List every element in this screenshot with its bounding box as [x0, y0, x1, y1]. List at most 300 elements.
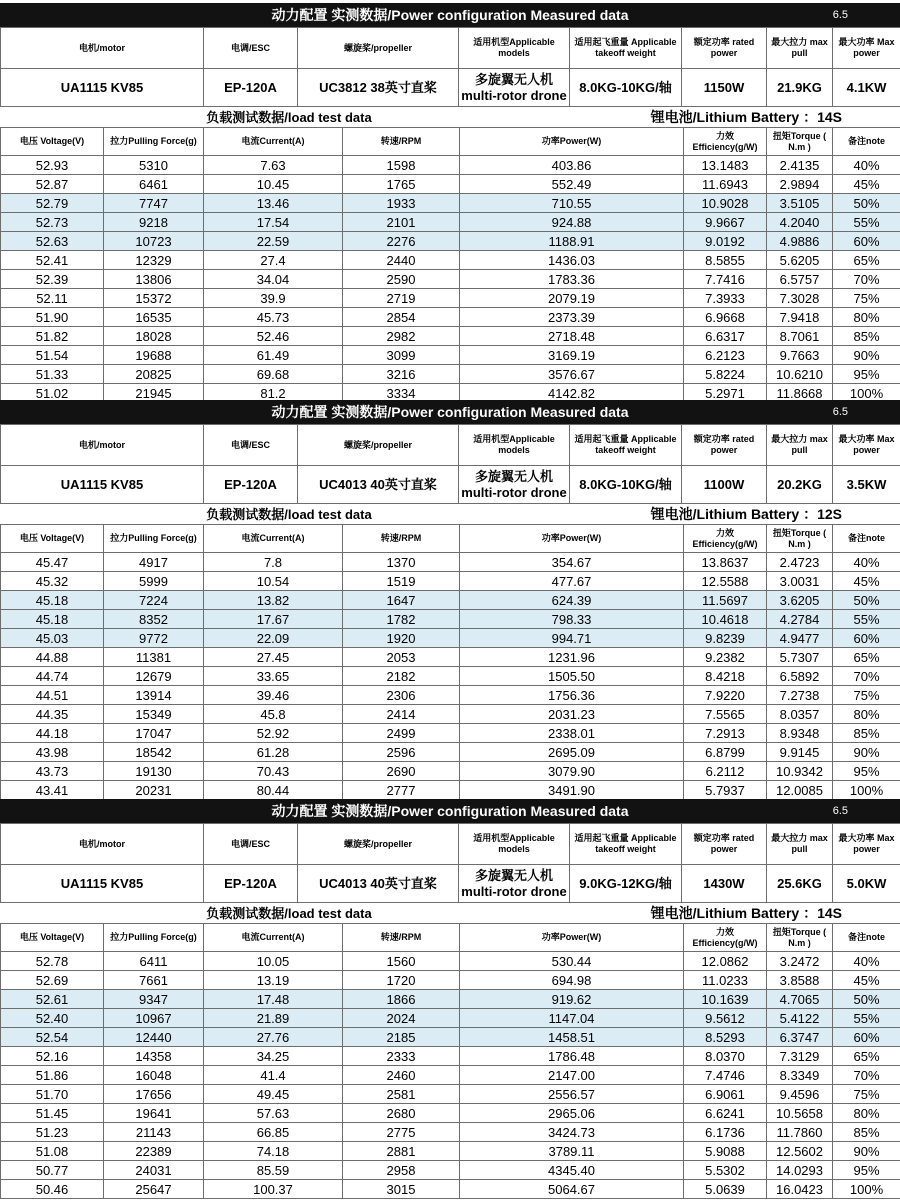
table-cell: 5.7307: [767, 648, 833, 667]
table-cell: 2854: [343, 308, 460, 327]
table-cell: 61.49: [204, 346, 343, 365]
table-cell: 27.76: [204, 1028, 343, 1047]
table-cell: 45.32: [1, 572, 104, 591]
table-row: [1, 232, 900, 251]
table-row: [1, 1142, 900, 1161]
esc-header: 电调/ESC: [204, 28, 298, 69]
table-cell: 19688: [104, 346, 204, 365]
table-cell: 9772: [104, 629, 204, 648]
table-cell: 51.02: [1, 384, 104, 403]
section-title-band: [0, 799, 900, 823]
config-table: [0, 823, 900, 903]
table-cell: 7.4746: [684, 1066, 767, 1085]
efficiency-header: 力效 Efficiency(g/W): [684, 924, 767, 952]
table-cell: 2965.06: [460, 1104, 684, 1123]
torque-header: 扭矩Torque ( N.m ): [767, 525, 833, 553]
table-cell: 95%: [833, 365, 900, 384]
table-cell: 11.5697: [684, 591, 767, 610]
table-row: [1, 213, 900, 232]
table-cell: 52.54: [1, 1028, 104, 1047]
table-cell: 8.5855: [684, 251, 767, 270]
table-cell: 50%: [833, 194, 900, 213]
table-cell: 74.18: [204, 1142, 343, 1161]
table-cell: 919.62: [460, 990, 684, 1009]
table-cell: 80.44: [204, 781, 343, 800]
table-cell: 7.7416: [684, 270, 767, 289]
load-test-table: [0, 524, 900, 800]
table-cell: 6461: [104, 175, 204, 194]
table-row: [1, 724, 900, 743]
table-cell: 44.88: [1, 648, 104, 667]
table-row: [1, 572, 900, 591]
table-cell: 51.54: [1, 346, 104, 365]
table-cell: 13.19: [204, 971, 343, 990]
table-cell: 45.8: [204, 705, 343, 724]
table-cell: 57.63: [204, 1104, 343, 1123]
table-cell: 7.2913: [684, 724, 767, 743]
table-cell: 9218: [104, 213, 204, 232]
table-cell: 552.49: [460, 175, 684, 194]
propeller-header: 螺旋桨/propeller: [298, 425, 459, 466]
table-cell: 3169.19: [460, 346, 684, 365]
table-cell: 13806: [104, 270, 204, 289]
table-cell: 17.54: [204, 213, 343, 232]
table-cell: 6.9061: [684, 1085, 767, 1104]
table-cell: 5064.67: [460, 1180, 684, 1199]
table-cell: 4.9886: [767, 232, 833, 251]
table-cell: 51.08: [1, 1142, 104, 1161]
table-cell: 10.4618: [684, 610, 767, 629]
table-cell: 1598: [343, 156, 460, 175]
table-cell: 6.1736: [684, 1123, 767, 1142]
table-cell: 65%: [833, 1047, 900, 1066]
table-cell: 5.5302: [684, 1161, 767, 1180]
motor-value: UA1115 KV85: [1, 466, 204, 504]
note-header: 备注note: [833, 924, 900, 952]
table-row: [1, 781, 900, 800]
table-cell: 75%: [833, 1085, 900, 1104]
table-cell: 7.9220: [684, 686, 767, 705]
table-cell: 45.73: [204, 308, 343, 327]
efficiency-header: 力效 Efficiency(g/W): [684, 525, 767, 553]
table-cell: 52.69: [1, 971, 104, 990]
table-row: [1, 251, 900, 270]
table-cell: 1920: [343, 629, 460, 648]
table-cell: 75%: [833, 686, 900, 705]
table-row: [1, 270, 900, 289]
config-table: [0, 424, 900, 504]
table-cell: 12.0862: [684, 952, 767, 971]
table-cell: 7.63: [204, 156, 343, 175]
table-cell: 10.05: [204, 952, 343, 971]
table-cell: 1720: [343, 971, 460, 990]
weight-header: 适用起飞重量 Applicable takeoff weight: [570, 824, 682, 865]
table-cell: 10.54: [204, 572, 343, 591]
table-cell: 9.0192: [684, 232, 767, 251]
table-cell: 10723: [104, 232, 204, 251]
table-cell: 1436.03: [460, 251, 684, 270]
torque-header: 扭矩Torque ( N.m ): [767, 128, 833, 156]
table-cell: 3.8588: [767, 971, 833, 990]
max-power-header: 最大功率 Max power: [833, 28, 900, 69]
table-cell: 52.63: [1, 232, 104, 251]
table-cell: 27.45: [204, 648, 343, 667]
current-header: 电流Current(A): [204, 128, 343, 156]
table-cell: 12329: [104, 251, 204, 270]
table-cell: 1783.36: [460, 270, 684, 289]
load-test-label: 负载测试数据/load test data: [206, 906, 372, 921]
table-cell: 51.70: [1, 1085, 104, 1104]
table-cell: 12.0085: [767, 781, 833, 800]
esc-header: 电调/ESC: [204, 824, 298, 865]
table-cell: 9.9667: [684, 213, 767, 232]
table-cell: 9.2382: [684, 648, 767, 667]
battery-label: 锂电池/Lithium Battery ：12S: [650, 505, 842, 522]
table-cell: 43.98: [1, 743, 104, 762]
table-cell: 52.93: [1, 156, 104, 175]
table-row: [1, 553, 900, 572]
table-cell: 17.67: [204, 610, 343, 629]
table-cell: 6.6241: [684, 1104, 767, 1123]
table-row: [1, 156, 900, 175]
table-cell: 3216: [343, 365, 460, 384]
table-cell: 85.59: [204, 1161, 343, 1180]
table-cell: 1866: [343, 990, 460, 1009]
power-header: 功率Power(W): [460, 924, 684, 952]
note-header: 备注note: [833, 128, 900, 156]
max-pull-header: 最大拉力 max pull: [767, 425, 833, 466]
table-cell: 924.88: [460, 213, 684, 232]
table-cell: 624.39: [460, 591, 684, 610]
table-cell: 2.4723: [767, 553, 833, 572]
rpm-header: 转速/RPM: [343, 128, 460, 156]
table-cell: 19130: [104, 762, 204, 781]
table-cell: 1458.51: [460, 1028, 684, 1047]
max-pull-header: 最大拉力 max pull: [767, 28, 833, 69]
table-cell: 1647: [343, 591, 460, 610]
table-cell: 4345.40: [460, 1161, 684, 1180]
table-row: [1, 1161, 900, 1180]
table-cell: 9347: [104, 990, 204, 1009]
table-cell: 81.2: [204, 384, 343, 403]
table-cell: 2147.00: [460, 1066, 684, 1085]
battery-label: 锂电池/Lithium Battery ：14S: [650, 904, 842, 921]
table-cell: 52.40: [1, 1009, 104, 1028]
table-cell: 8.3349: [767, 1066, 833, 1085]
motor-header: 电机/motor: [1, 425, 204, 466]
section-title: 动力配置 实测数据/Power configuration Measured data: [271, 803, 629, 819]
table-cell: 3491.90: [460, 781, 684, 800]
weight-value: 8.0KG-10KG/轴: [570, 466, 682, 504]
table-row: [1, 1066, 900, 1085]
table-cell: 100%: [833, 384, 900, 403]
table-cell: 55%: [833, 1009, 900, 1028]
table-cell: 15349: [104, 705, 204, 724]
table-row: [1, 1047, 900, 1066]
table-row: [1, 591, 900, 610]
table-cell: 95%: [833, 1161, 900, 1180]
motor-value: UA1115 KV85: [1, 865, 204, 903]
models-value: 多旋翼无人机 multi-rotor drone: [459, 865, 570, 903]
table-cell: 798.33: [460, 610, 684, 629]
table-cell: 1147.04: [460, 1009, 684, 1028]
table-cell: 3789.11: [460, 1142, 684, 1161]
table-cell: 2440: [343, 251, 460, 270]
table-cell: 403.86: [460, 156, 684, 175]
table-cell: 55%: [833, 213, 900, 232]
propeller-value: UC4013 40英寸直桨: [298, 865, 459, 903]
current-header: 电流Current(A): [204, 924, 343, 952]
table-cell: 2053: [343, 648, 460, 667]
table-row: [1, 365, 900, 384]
table-cell: 52.73: [1, 213, 104, 232]
table-cell: 45.18: [1, 591, 104, 610]
table-cell: 13.1483: [684, 156, 767, 175]
table-row: [1, 743, 900, 762]
models-value: 多旋翼无人机 multi-rotor drone: [459, 466, 570, 504]
weight-value: 9.0KG-12KG/轴: [570, 865, 682, 903]
table-cell: 41.4: [204, 1066, 343, 1085]
table-cell: 17.48: [204, 990, 343, 1009]
table-row: [1, 705, 900, 724]
table-cell: 40%: [833, 952, 900, 971]
table-cell: 70%: [833, 270, 900, 289]
table-cell: 7.8: [204, 553, 343, 572]
esc-header: 电调/ESC: [204, 425, 298, 466]
table-cell: 2581: [343, 1085, 460, 1104]
table-cell: 530.44: [460, 952, 684, 971]
table-row: [1, 1009, 900, 1028]
table-cell: 52.61: [1, 990, 104, 1009]
table-cell: 2775: [343, 1123, 460, 1142]
table-cell: 1519: [343, 572, 460, 591]
max-power-value: 4.1KW: [833, 69, 900, 107]
table-cell: 100%: [833, 1180, 900, 1199]
table-cell: 85%: [833, 327, 900, 346]
table-cell: 13.8637: [684, 553, 767, 572]
load-test-table: [0, 127, 900, 403]
table-row: [1, 308, 900, 327]
table-cell: 10.9342: [767, 762, 833, 781]
table-cell: 10967: [104, 1009, 204, 1028]
note-header: 备注note: [833, 525, 900, 553]
table-cell: 65%: [833, 251, 900, 270]
table-cell: 6.2112: [684, 762, 767, 781]
table-cell: 12440: [104, 1028, 204, 1047]
table-cell: 16.0423: [767, 1180, 833, 1199]
table-row: [1, 629, 900, 648]
table-cell: 3424.73: [460, 1123, 684, 1142]
table-row: [1, 990, 900, 1009]
table-cell: 17047: [104, 724, 204, 743]
table-cell: 2101: [343, 213, 460, 232]
table-cell: 51.23: [1, 1123, 104, 1142]
table-cell: 2185: [343, 1028, 460, 1047]
voltage-header: 电压 Voltage(V): [1, 924, 104, 952]
weight-header: 适用起飞重量 Applicable takeoff weight: [570, 28, 682, 69]
table-cell: 21143: [104, 1123, 204, 1142]
table-cell: 27.4: [204, 251, 343, 270]
table-row: [1, 648, 900, 667]
table-cell: 5310: [104, 156, 204, 175]
table-cell: 16048: [104, 1066, 204, 1085]
table-cell: 52.78: [1, 952, 104, 971]
table-cell: 45%: [833, 175, 900, 194]
table-cell: 694.98: [460, 971, 684, 990]
table-cell: 12.5588: [684, 572, 767, 591]
pulling-force-header: 拉力Pulling Force(g): [104, 924, 204, 952]
table-cell: 2.4135: [767, 156, 833, 175]
weight-value: 8.0KG-10KG/轴: [570, 69, 682, 107]
table-cell: 8.4218: [684, 667, 767, 686]
table-cell: 7.3129: [767, 1047, 833, 1066]
table-cell: 3334: [343, 384, 460, 403]
table-cell: 85%: [833, 724, 900, 743]
rated-power-value: 1430W: [682, 865, 767, 903]
table-cell: 7.3933: [684, 289, 767, 308]
table-cell: 3.5105: [767, 194, 833, 213]
table-cell: 60%: [833, 629, 900, 648]
table-cell: 21945: [104, 384, 204, 403]
table-cell: 13.46: [204, 194, 343, 213]
weight-header: 适用起飞重量 Applicable takeoff weight: [570, 425, 682, 466]
table-cell: 354.67: [460, 553, 684, 572]
rpm-header: 转速/RPM: [343, 924, 460, 952]
table-cell: 994.71: [460, 629, 684, 648]
table-cell: 70%: [833, 667, 900, 686]
table-cell: 60%: [833, 1028, 900, 1047]
rated-power-value: 1100W: [682, 466, 767, 504]
table-cell: 44.51: [1, 686, 104, 705]
rated-power-value: 1150W: [682, 69, 767, 107]
table-cell: 2276: [343, 232, 460, 251]
table-cell: 90%: [833, 1142, 900, 1161]
table-cell: 3.6205: [767, 591, 833, 610]
table-cell: 8.5293: [684, 1028, 767, 1047]
table-cell: 43.73: [1, 762, 104, 781]
table-cell: 710.55: [460, 194, 684, 213]
table-cell: 13914: [104, 686, 204, 705]
table-cell: 55%: [833, 610, 900, 629]
table-cell: 49.45: [204, 1085, 343, 1104]
table-cell: 51.86: [1, 1066, 104, 1085]
max-pull-value: 21.9KG: [767, 69, 833, 107]
table-cell: 4917: [104, 553, 204, 572]
table-cell: 50.46: [1, 1180, 104, 1199]
table-cell: 34.25: [204, 1047, 343, 1066]
table-cell: 1231.96: [460, 648, 684, 667]
table-cell: 5.7937: [684, 781, 767, 800]
table-cell: 100.37: [204, 1180, 343, 1199]
table-row: [1, 1104, 900, 1123]
pulling-force-header: 拉力Pulling Force(g): [104, 525, 204, 553]
section-title-band: [0, 3, 900, 27]
table-cell: 10.6210: [767, 365, 833, 384]
table-cell: 1782: [343, 610, 460, 629]
table-cell: 52.92: [204, 724, 343, 743]
table-cell: 2695.09: [460, 743, 684, 762]
table-cell: 44.18: [1, 724, 104, 743]
table-cell: 18028: [104, 327, 204, 346]
table-cell: 3.2472: [767, 952, 833, 971]
propeller-header: 螺旋桨/propeller: [298, 28, 459, 69]
table-cell: 24031: [104, 1161, 204, 1180]
table-cell: 1933: [343, 194, 460, 213]
table-cell: 11.0233: [684, 971, 767, 990]
table-cell: 75%: [833, 289, 900, 308]
table-cell: 7661: [104, 971, 204, 990]
table-cell: 8.9348: [767, 724, 833, 743]
config-table: [0, 27, 900, 107]
table-cell: 2718.48: [460, 327, 684, 346]
version-label: 6.5: [832, 9, 848, 21]
table-cell: 17656: [104, 1085, 204, 1104]
table-cell: 1786.48: [460, 1047, 684, 1066]
table-cell: 45%: [833, 971, 900, 990]
table-cell: 7224: [104, 591, 204, 610]
table-cell: 50.77: [1, 1161, 104, 1180]
table-cell: 40%: [833, 156, 900, 175]
table-cell: 2333: [343, 1047, 460, 1066]
table-cell: 65%: [833, 648, 900, 667]
table-cell: 6.3747: [767, 1028, 833, 1047]
table-cell: 52.41: [1, 251, 104, 270]
table-cell: 50%: [833, 990, 900, 1009]
table-cell: 1560: [343, 952, 460, 971]
table-row: [1, 346, 900, 365]
table-cell: 6.8799: [684, 743, 767, 762]
propeller-header: 螺旋桨/propeller: [298, 824, 459, 865]
voltage-header: 电压 Voltage(V): [1, 128, 104, 156]
efficiency-header: 力效 Efficiency(g/W): [684, 128, 767, 156]
table-cell: 2958: [343, 1161, 460, 1180]
table-cell: 7747: [104, 194, 204, 213]
table-cell: 40%: [833, 553, 900, 572]
table-cell: 2982: [343, 327, 460, 346]
table-cell: 80%: [833, 1104, 900, 1123]
table-cell: 66.85: [204, 1123, 343, 1142]
table-cell: 1765: [343, 175, 460, 194]
table-cell: 9.7663: [767, 346, 833, 365]
table-cell: 2881: [343, 1142, 460, 1161]
load-test-label: 负载测试数据/load test data: [206, 110, 372, 125]
esc-value: EP-120A: [204, 466, 298, 504]
table-cell: 8.0357: [767, 705, 833, 724]
max-power-value: 3.5KW: [833, 466, 900, 504]
table-cell: 3.0031: [767, 572, 833, 591]
table-cell: 2499: [343, 724, 460, 743]
table-cell: 8.0370: [684, 1047, 767, 1066]
table-cell: 52.39: [1, 270, 104, 289]
table-row: [1, 327, 900, 346]
table-cell: 2460: [343, 1066, 460, 1085]
table-cell: 50%: [833, 591, 900, 610]
table-row: [1, 971, 900, 990]
table-cell: 70%: [833, 1066, 900, 1085]
table-cell: 3099: [343, 346, 460, 365]
table-cell: 4.2784: [767, 610, 833, 629]
motor-header: 电机/motor: [1, 28, 204, 69]
esc-value: EP-120A: [204, 865, 298, 903]
table-cell: 45.03: [1, 629, 104, 648]
esc-value: EP-120A: [204, 69, 298, 107]
table-cell: 7.3028: [767, 289, 833, 308]
rated-power-header: 额定功率 rated power: [682, 824, 767, 865]
table-cell: 7.9418: [767, 308, 833, 327]
power-header: 功率Power(W): [460, 525, 684, 553]
version-label: 6.5: [832, 805, 848, 817]
table-cell: 80%: [833, 308, 900, 327]
